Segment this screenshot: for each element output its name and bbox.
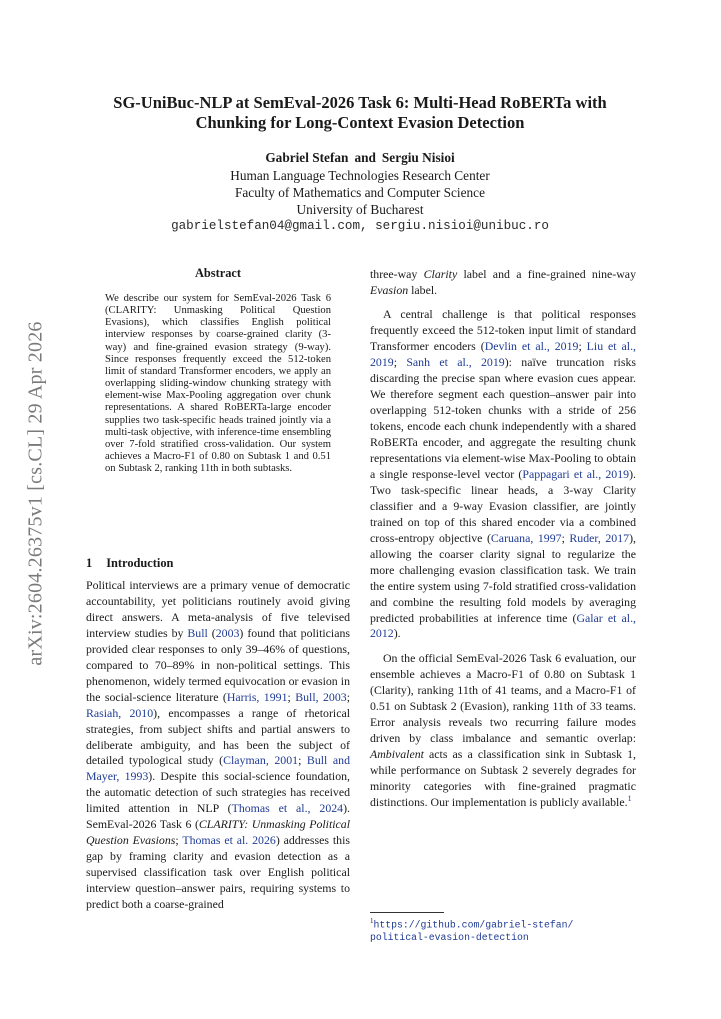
repository-link[interactable]: political-evasion-detection <box>370 932 529 944</box>
author-name: Gabriel Stefan <box>265 150 349 165</box>
citation-link[interactable]: Pappagari et al., 2019 <box>522 466 630 481</box>
footnote-number: 1 <box>370 917 374 925</box>
citation-link[interactable]: Bull <box>187 625 208 640</box>
abstract-text: We describe our system for SemEval-2026 Task 6 (CLARITY: Unmasking Political Question Evasions), which classifies English political interview responses by coarse-grained clarity (3-way) and fine-grained evasion strategy (9-way). Since responses frequently exceed the 512-token limit of standard Transformer encoders, we apply an overlapping sliding-window chunking strategy with element-wise Max-Pooling aggregation over chunk representations. A shared RoBERTa-large encoder supplies two task-specific heads trained jointly via a multi-task objective, with inference-time ensembling over 7-fold stratified cross-validation. Our system achieves a Macro-F1 of 0.80 on Subtask 1 and 0.51 on Subtask 2, ranking 11th in both subtasks. <box>105 293 331 475</box>
paper-title-line-2: Chunking for Long-Context Evasion Detection <box>195 113 525 132</box>
citation-link[interactable]: Bull and Mayer, 1993 <box>86 753 350 784</box>
intro-paragraph: On the official SemEval-2026 Task 6 evaluation, our ensemble achieves a Macro-F1 of 0.80 on Subtask 1 (Clarity), ranking 11th of 41 teams, and a Macro-F1 of 0.51 on Subtask 2 (Evasion), ranking 11th of 33 teams. Error analysis reveals two recurring failure modes driven by class imbalance and semantic overlap: Ambivalent acts as a classification sink in Subtask 1, while performance on Subtask 2 severely degrades for minority categories with fine-grained pragmatic distinctions. Our implementation is publicly available.$^1$ <box>370 650 636 809</box>
citation-link[interactable]: 2003 <box>215 625 240 640</box>
arxiv-sidebar-stamp: arXiv:2604.26375v1 [cs.CL] 29 Apr 2026 <box>24 321 47 666</box>
author-conjunction: and <box>354 150 376 165</box>
emphasized-text: Evasion <box>370 282 409 297</box>
citation-link[interactable]: Thomas et al., 2024 <box>231 801 344 816</box>
footnote-line <box>370 931 640 944</box>
footnote-marker[interactable]: 1 <box>627 793 632 803</box>
repository-link[interactable]: https://github.com/gabriel-stefan/ <box>373 919 574 931</box>
citation-link[interactable]: Sanh et al., 2019 <box>406 355 505 370</box>
section-heading <box>86 556 173 571</box>
paper-title-line-1: SG-UniBuc-NLP at SemEval-2026 Task 6: Multi-Head RoBERTa with <box>113 93 607 112</box>
footnote-divider <box>370 912 444 913</box>
footnote <box>370 915 640 944</box>
right-column-body <box>370 267 636 810</box>
citation-link[interactable]: Caruana, 1997 <box>490 530 562 545</box>
abstract-heading: Abstract <box>194 266 242 280</box>
citation-link[interactable]: Harris, 1991 <box>226 689 288 704</box>
section-title: Introduction <box>106 556 174 570</box>
citation-link[interactable]: Rasiah, 2010 <box>86 705 154 720</box>
citation-link[interactable]: Bull, 2003 <box>295 689 347 704</box>
intro-paragraph: Political interviews are a primary venue of democratic accountability, yet politicians routinely avoid giving direct answers. A meta-analysis of five televised interview studies by Bull (2003) found that politicians provided clear responses to only 39–46% of questions, compared to 70–89% in non-political settings. This phenomenon, widely termed equivocation or evasion in the social-science literature (Harris, 1991; Bull, 2003; Rasiah, 2010), encompasses a range of rhetorical strategies, from subject shifts and partial answers to deliberate ambiguity, and has been the subject of detailed typological study (Clayman, 2001; Bull and Mayer, 1993). Despite this social-science foundation, the automatic detection of such strategies has received limited attention in NLP (Thomas et al., 2024). SemEval-2026 Task 6 (CLARITY: Unmasking Political Question Evasions; Thomas et al. 2026) addresses this gap by framing clarity and evasion detection as a supervised classification task over English political interview question–answer pairs, requiring systems to predict both a coarse-grained <box>86 578 351 912</box>
emphasized-text: Clarity <box>423 267 458 281</box>
author-name: Sergiu Nisioi <box>381 150 455 165</box>
citation-link[interactable]: Liu et al., 2019 <box>370 339 637 370</box>
author-emails: gabrielstefan04@gmail.com, sergiu.nisioi@unibuc.ro <box>171 219 549 233</box>
affiliation-line: University of Bucharest <box>296 202 424 217</box>
citation-link[interactable]: Ruder, 2017 <box>569 530 630 545</box>
affiliation-line: Human Language Technologies Research Center <box>230 168 490 183</box>
citation-link[interactable]: Clayman, 2001 <box>223 753 299 768</box>
left-column-body <box>86 578 350 913</box>
citation-link[interactable]: Galar et al., 2012 <box>370 610 636 641</box>
intro-paragraph-continued: three-way Clarity label and a fine-grained nine-way Evasion label. <box>370 267 636 297</box>
emphasized-text: CLARITY: Unmasking Political Question Evasions <box>86 817 350 848</box>
footnote-line <box>370 915 640 931</box>
author-list <box>60 150 660 166</box>
section-number: 1 <box>86 556 93 570</box>
emphasized-text: Ambivalent <box>370 746 424 761</box>
intro-paragraph: A central challenge is that political responses frequently exceed the 512-token input limit of standard Transformer encoders (Devlin et al., 2019; Liu et al., 2019; Sanh et al., 2019): naïve truncation risks discarding the precise span where evasion cues appear. We therefore segment each question–answer pair into overlapping 512-token chunks with a stride of 256 tokens, encode each chunk independently with a shared RoBERTa encoder, and aggregate the resulting chunk representations via element-wise Max-Pooling to obtain a single response-level vector (Pappagari et al., 2019). Two task-specific linear heads, a 3-way Clarity classifier and a 9-way Evasion classifier, are jointly trained on top of this shared encoder via a combined cross-entropy objective (Caruana, 1997; Ruder, 2017), allowing the coarser clarity signal to regularize the more challenging evasion classification task. We train the entire system using 7-fold stratified cross-validation and combine the resulting fold models by averaging predicted probabilities at inference time (Galar et al., 2012). <box>370 307 637 641</box>
affiliation-line: Faculty of Mathematics and Computer Science <box>235 185 485 200</box>
citation-link[interactable]: Thomas et al. 2026 <box>182 833 276 848</box>
citation-link[interactable]: Devlin et al., 2019 <box>484 339 579 354</box>
